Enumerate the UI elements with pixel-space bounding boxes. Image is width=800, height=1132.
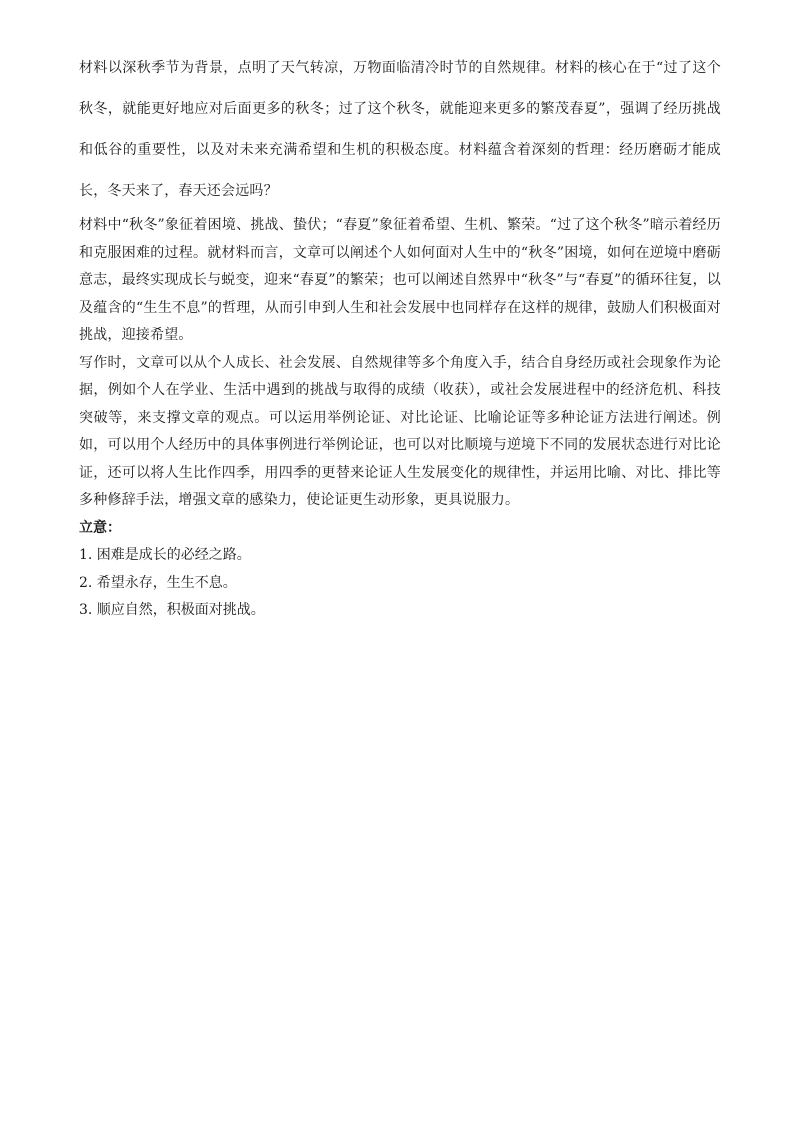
paragraph-material-analysis: 材料以深秋季节为背景，点明了天气转凉，万物面临清冷时节的自然规律。材料的核心在于“过了这个秋冬，就能更好地应对后面更多的秋冬；过了这个秋冬，就能迎来更多的繁茂春夏”，强调了经历挑战和低谷的重要性，以及对未来充满希望和生机的积极态度。材料蕴含着深刻的哲理：经历磨砺才能成长，冬天来了，春天还会远吗？ — [79, 60, 721, 199]
theme-item: 3. 顺应自然，积极面对挑战。 — [79, 602, 265, 618]
paragraph-symbolism: 材料中“秋冬”象征着困境、挑战、蛰伏；“春夏”象征着希望、生机、繁荣。“过了这个秋冬”暗示着经历和克服困难的过程。就材料而言，文章可以阐述个人如何面对人生中的“秋冬”困境，如何在逆境中磨砺意志，最终实现成长与蜕变，迎来“春夏”的繁荣；也可以阐述自然界中“秋冬”与“春夏”的循环往复，以及蕴含的“生生不息”的哲理，从而引申到人生和社会发展中也同样存在这样的规律，鼓励人们积极面对挑战，迎接希望。 — [79, 217, 721, 343]
document-page — [79, 48, 721, 625]
theme-list — [79, 542, 721, 625]
section-heading-theme: 立意： — [79, 519, 121, 536]
theme-item: 1. 困难是成长的必经之路。 — [79, 547, 251, 563]
paragraph-writing-guidance: 写作时，文章可以从个人成长、社会发展、自然规律等多个角度入手，结合自身经历或社会现象作为论据，例如个人在学业、生活中遇到的挑战与取得的成绩（收获），或社会发展进程中的经济危机、科技突破等，来支撑文章的观点。可以运用举例论证、对比论证、比喻论证等多种论证方法进行阐述。例如，可以用个人经历中的具体事例进行举例论证，也可以对比顺境与逆境下不同的发展状态进行对比论证，还可以将人生比作四季，用四季的更替来论证人生发展变化的规律性，并运用比喻、对比、排比等多种修辞手法，增强文章的感染力，使论证更生动形象，更具说服力。 — [79, 354, 721, 508]
theme-item: 2. 希望永存，生生不息。 — [79, 574, 237, 591]
